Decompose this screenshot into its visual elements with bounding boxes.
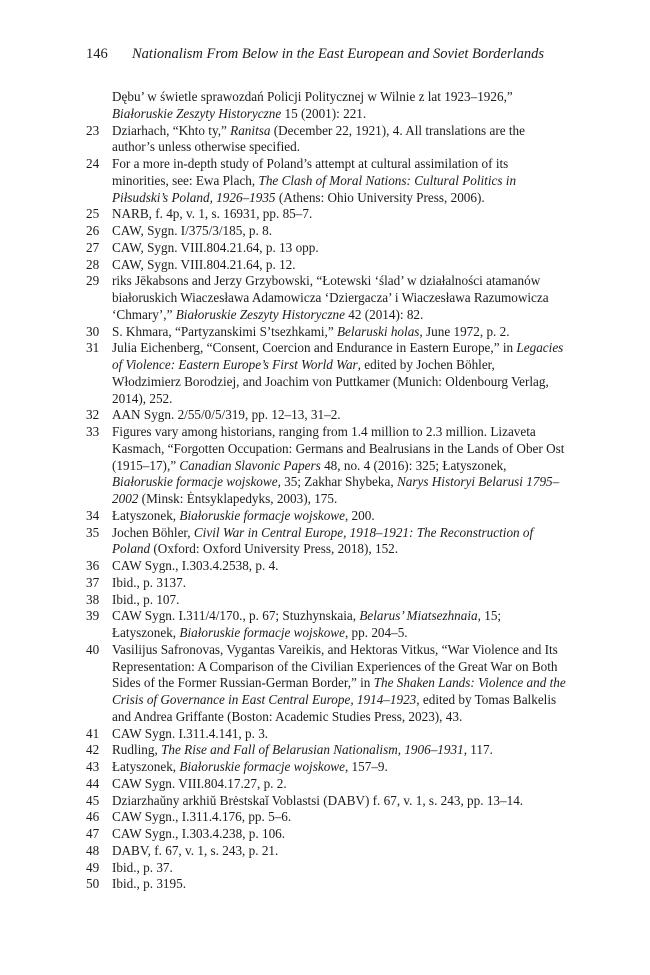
endnote-number: 33	[86, 424, 100, 439]
endnote-text: CAW Sygn. I.311.4.141, p. 3.	[112, 725, 269, 741]
endnote-number: 47	[86, 826, 100, 841]
endnotes-list	[86, 89, 566, 893]
endnote-number: 49	[86, 859, 100, 875]
endnote-text: riks Jēkabsons and Jerzy Grzybowski, “Łotewski ‘ślad’ w działalności atamanów białoruskich Wiaczesława Adamowicza ‘Dziergacza’ i Wiaczesława Razumowicza ‘Chmary’,” Białoruskie Zeszyty Historyczne 42 (2014): 82.	[112, 273, 549, 322]
endnote-number: 48	[86, 842, 100, 858]
endnote-text: Dziarzhaŭny arkhiŭ Brėstskaĭ Voblastsi (DABV) f. 67, v. 1, s. 243, pp. 13–14.	[112, 792, 524, 808]
endnote-number: 43	[86, 759, 100, 774]
endnote	[86, 843, 566, 860]
endnote	[86, 759, 566, 776]
endnote-text: CAW, Sygn. VIII.804.21.64, p. 12.	[112, 256, 296, 272]
endnote-number: 39	[86, 608, 100, 624]
endnote	[86, 123, 566, 157]
italic-title: Legacies of Violence: Eastern Europe’s First World War	[112, 340, 564, 372]
endnote	[86, 826, 566, 843]
endnote-text: NARB, f. 4p, v. 1, s. 16931, pp. 85–7.	[112, 206, 313, 222]
endnote	[86, 424, 566, 508]
italic-title: Belaruski holas,	[337, 323, 423, 339]
endnote-text: For a more in-depth study of Poland’s attempt at cultural assimilation of its minorities, see: Ewa Plach, The Clash of Moral Nations: Cultural Politics in Piłsudski’s Poland, 1926–1935 (Athens: Ohio University Press, 2006).	[112, 156, 517, 205]
endnote-text: Rudling, The Rise and Fall of Belarusian Nationalism, 1906–1931, 117.	[112, 742, 493, 758]
endnote-text: Ibid., p. 3137.	[112, 574, 186, 590]
endnote-number: 23	[86, 122, 100, 138]
endnote-text: Julia Eichenberg, “Consent, Coercion and Endurance in Eastern Europe,” in Legacies of Violence: Eastern Europe’s First World War, edited by Jochen Böhler, Włodzimierz Borodziej, and Joachim von Puttkamer (Munich: Oldenbourg Verlag, 2014), 252.	[112, 340, 564, 406]
endnote	[86, 793, 566, 810]
endnote-text: CAW Sygn., I.303.4.2538, p. 4.	[112, 558, 279, 573]
endnote	[86, 223, 566, 240]
endnote-text: Łatyszonek, Białoruskie formacje wojskowe, 157–9.	[112, 759, 388, 774]
endnote	[86, 273, 566, 323]
italic-title: The Shaken Lands: Violence and the Crisis of Governance in East Central Europe, 1914–1923	[112, 675, 566, 707]
endnote-number: 32	[86, 407, 100, 423]
endnote	[86, 608, 566, 642]
endnote	[86, 726, 566, 743]
endnote	[86, 525, 566, 559]
endnote-number: 27	[86, 239, 100, 255]
endnote-text: Ibid., p. 3195.	[112, 876, 186, 892]
page-number: 146	[86, 46, 108, 62]
italic-title: The Clash of Moral Nations: Cultural Politics in Piłsudski’s Poland, 1926–1935	[112, 172, 517, 205]
endnote-text: CAW, Sygn. I/375/3/185, p. 8.	[112, 223, 273, 238]
italic-title: Białoruskie formacje wojskowe	[112, 474, 278, 490]
endnote-number: 30	[86, 323, 100, 339]
italic-title: Belarus’ Miatsezhnaia,	[359, 608, 481, 624]
endnote-text: Łatyszonek, Białoruskie formacje wojskowe, 200.	[112, 507, 375, 523]
endnote-number: 34	[86, 507, 100, 523]
endnote-text: Ibid., p. 107.	[112, 591, 180, 607]
endnote	[86, 558, 566, 575]
endnote	[86, 809, 566, 826]
endnote	[86, 324, 566, 341]
endnote-number: 35	[86, 524, 100, 540]
endnote-number: 44	[86, 775, 100, 791]
endnote	[86, 508, 566, 525]
endnote-number: 50	[86, 876, 100, 892]
endnote	[86, 407, 566, 424]
endnote-number: 36	[86, 558, 100, 573]
running-header	[86, 44, 566, 64]
endnote-number: 38	[86, 591, 100, 607]
endnote-number: 46	[86, 809, 100, 825]
italic-title: Ranitsa	[230, 122, 271, 138]
endnote-number: 37	[86, 574, 100, 590]
endnote-text: Dziarhach, “Khto ty,” Ranitsa (December 22, 1921), 4. All translations are the author’s unless otherwise specified.	[112, 122, 525, 155]
italic-title: The Rise and Fall of Belarusian Nationalism, 1906–1931	[161, 742, 464, 758]
italic-title: Białoruskie formacje wojskowe	[179, 507, 345, 523]
endnote-text: AAN Sygn. 2/55/0/5/319, pp. 12–13, 31–2.	[112, 407, 341, 423]
endnote-number: 29	[86, 273, 100, 289]
italic-title: Canadian Slavonic Papers	[179, 457, 321, 473]
endnote-number: 40	[86, 641, 100, 657]
endnote-number: 26	[86, 223, 100, 238]
italic-title: Białoruskie formacje wojskowe	[179, 625, 345, 640]
endnote	[86, 860, 566, 877]
endnote-number: 41	[86, 725, 100, 741]
endnote	[86, 206, 566, 223]
italic-title: Civil War in Central Europe, 1918–1921: The Reconstruction of Poland	[112, 524, 534, 557]
endnote-text: S. Khmara, “Partyzanskimi S’tsezhkami,” Belaruski holas, June 1972, p. 2.	[112, 323, 510, 339]
endnote	[86, 592, 566, 609]
endnote-text: CAW Sygn. VIII.804.17.27, p. 2.	[112, 775, 287, 791]
endnote-text: Dębu’ w świetle sprawozdań Policji Politycznej w Wilnie z lat 1923–1926,” Białoruskie Zeszyty Historyczne 15 (2001): 221.	[112, 89, 513, 121]
endnote-text: Vasilijus Safronovas, Vygantas Vareikis, and Hektoras Vitkus, “War Violence and Its Representation: A Comparison of the Civilian Experiences of the Great War on Both Sides of the Former Russian-German Border,” in The Shaken Lands: Violence and the Crisis of Governance in East Central Europe, 1914–1923, edited by Tomas Balkelis and Andrea Griffante (Boston: Academic Studies Press, 2023), 43.	[112, 641, 566, 724]
italic-title: Białoruskie Zeszyty Historyczne	[175, 306, 345, 322]
endnote-number: 45	[86, 792, 100, 808]
endnote-continuation	[86, 89, 566, 123]
endnote-text: CAW Sygn., I.311.4.176, pp. 5–6.	[112, 809, 292, 825]
running-title: Nationalism From Below in the East European and Soviet Borderlands	[132, 46, 545, 62]
endnote	[86, 257, 566, 274]
endnote-text: Ibid., p. 37.	[112, 859, 173, 875]
endnote-number: 24	[86, 156, 100, 171]
endnotes	[86, 123, 566, 894]
endnote	[86, 776, 566, 793]
endnote-number: 42	[86, 742, 100, 758]
endnote-text: CAW, Sygn. VIII.804.21.64, p. 13 opp.	[112, 239, 319, 255]
endnote-number: 31	[86, 340, 100, 356]
endnote-number: 28	[86, 256, 100, 272]
italic-title: Narys Historyi Belarusi 1795–2002	[112, 474, 560, 506]
endnote	[86, 156, 566, 206]
endnote-number: 25	[86, 206, 100, 222]
endnote	[86, 240, 566, 257]
italic-title: Białoruskie Zeszyty Historyczne	[112, 105, 282, 121]
italic-title: Białoruskie formacje wojskowe	[179, 759, 345, 774]
endnote-text: CAW Sygn. I.311/4/170., p. 67; Stuzhynskaia, Belarus’ Miatsezhnaia, 15; Łatyszonek, Białoruskie formacje wojskowe, pp. 204–5.	[112, 608, 502, 640]
endnote-text: DABV, f. 67, v. 1, s. 243, p. 21.	[112, 842, 279, 858]
endnote	[86, 742, 566, 759]
endnote-text: CAW Sygn., I.303.4.238, p. 106.	[112, 826, 286, 841]
endnote-text: Figures vary among historians, ranging from 1.4 million to 2.3 million. Lizaveta Kasmach, “Forgotten Occupation: Germans and Bealrusians in the Lands of Ober Ost (1915–17),” Canadian Slavonic Papers 48, no. 4 (2016): 325; Łatyszonek, Białoruskie formacje wojskowe, 35; Zakhar Shybeka, Narys Historyi Belarusi 1795–2002 (Minsk: Ėntsyklapedyks, 2003), 175.	[112, 424, 565, 506]
endnote-text: Jochen Böhler, Civil War in Central Europe, 1918–1921: The Reconstruction of Poland (Oxford: Oxford University Press, 2018), 152.	[112, 524, 534, 557]
endnote	[86, 340, 566, 407]
endnote	[86, 642, 566, 726]
endnote	[86, 575, 566, 592]
endnote	[86, 876, 566, 893]
